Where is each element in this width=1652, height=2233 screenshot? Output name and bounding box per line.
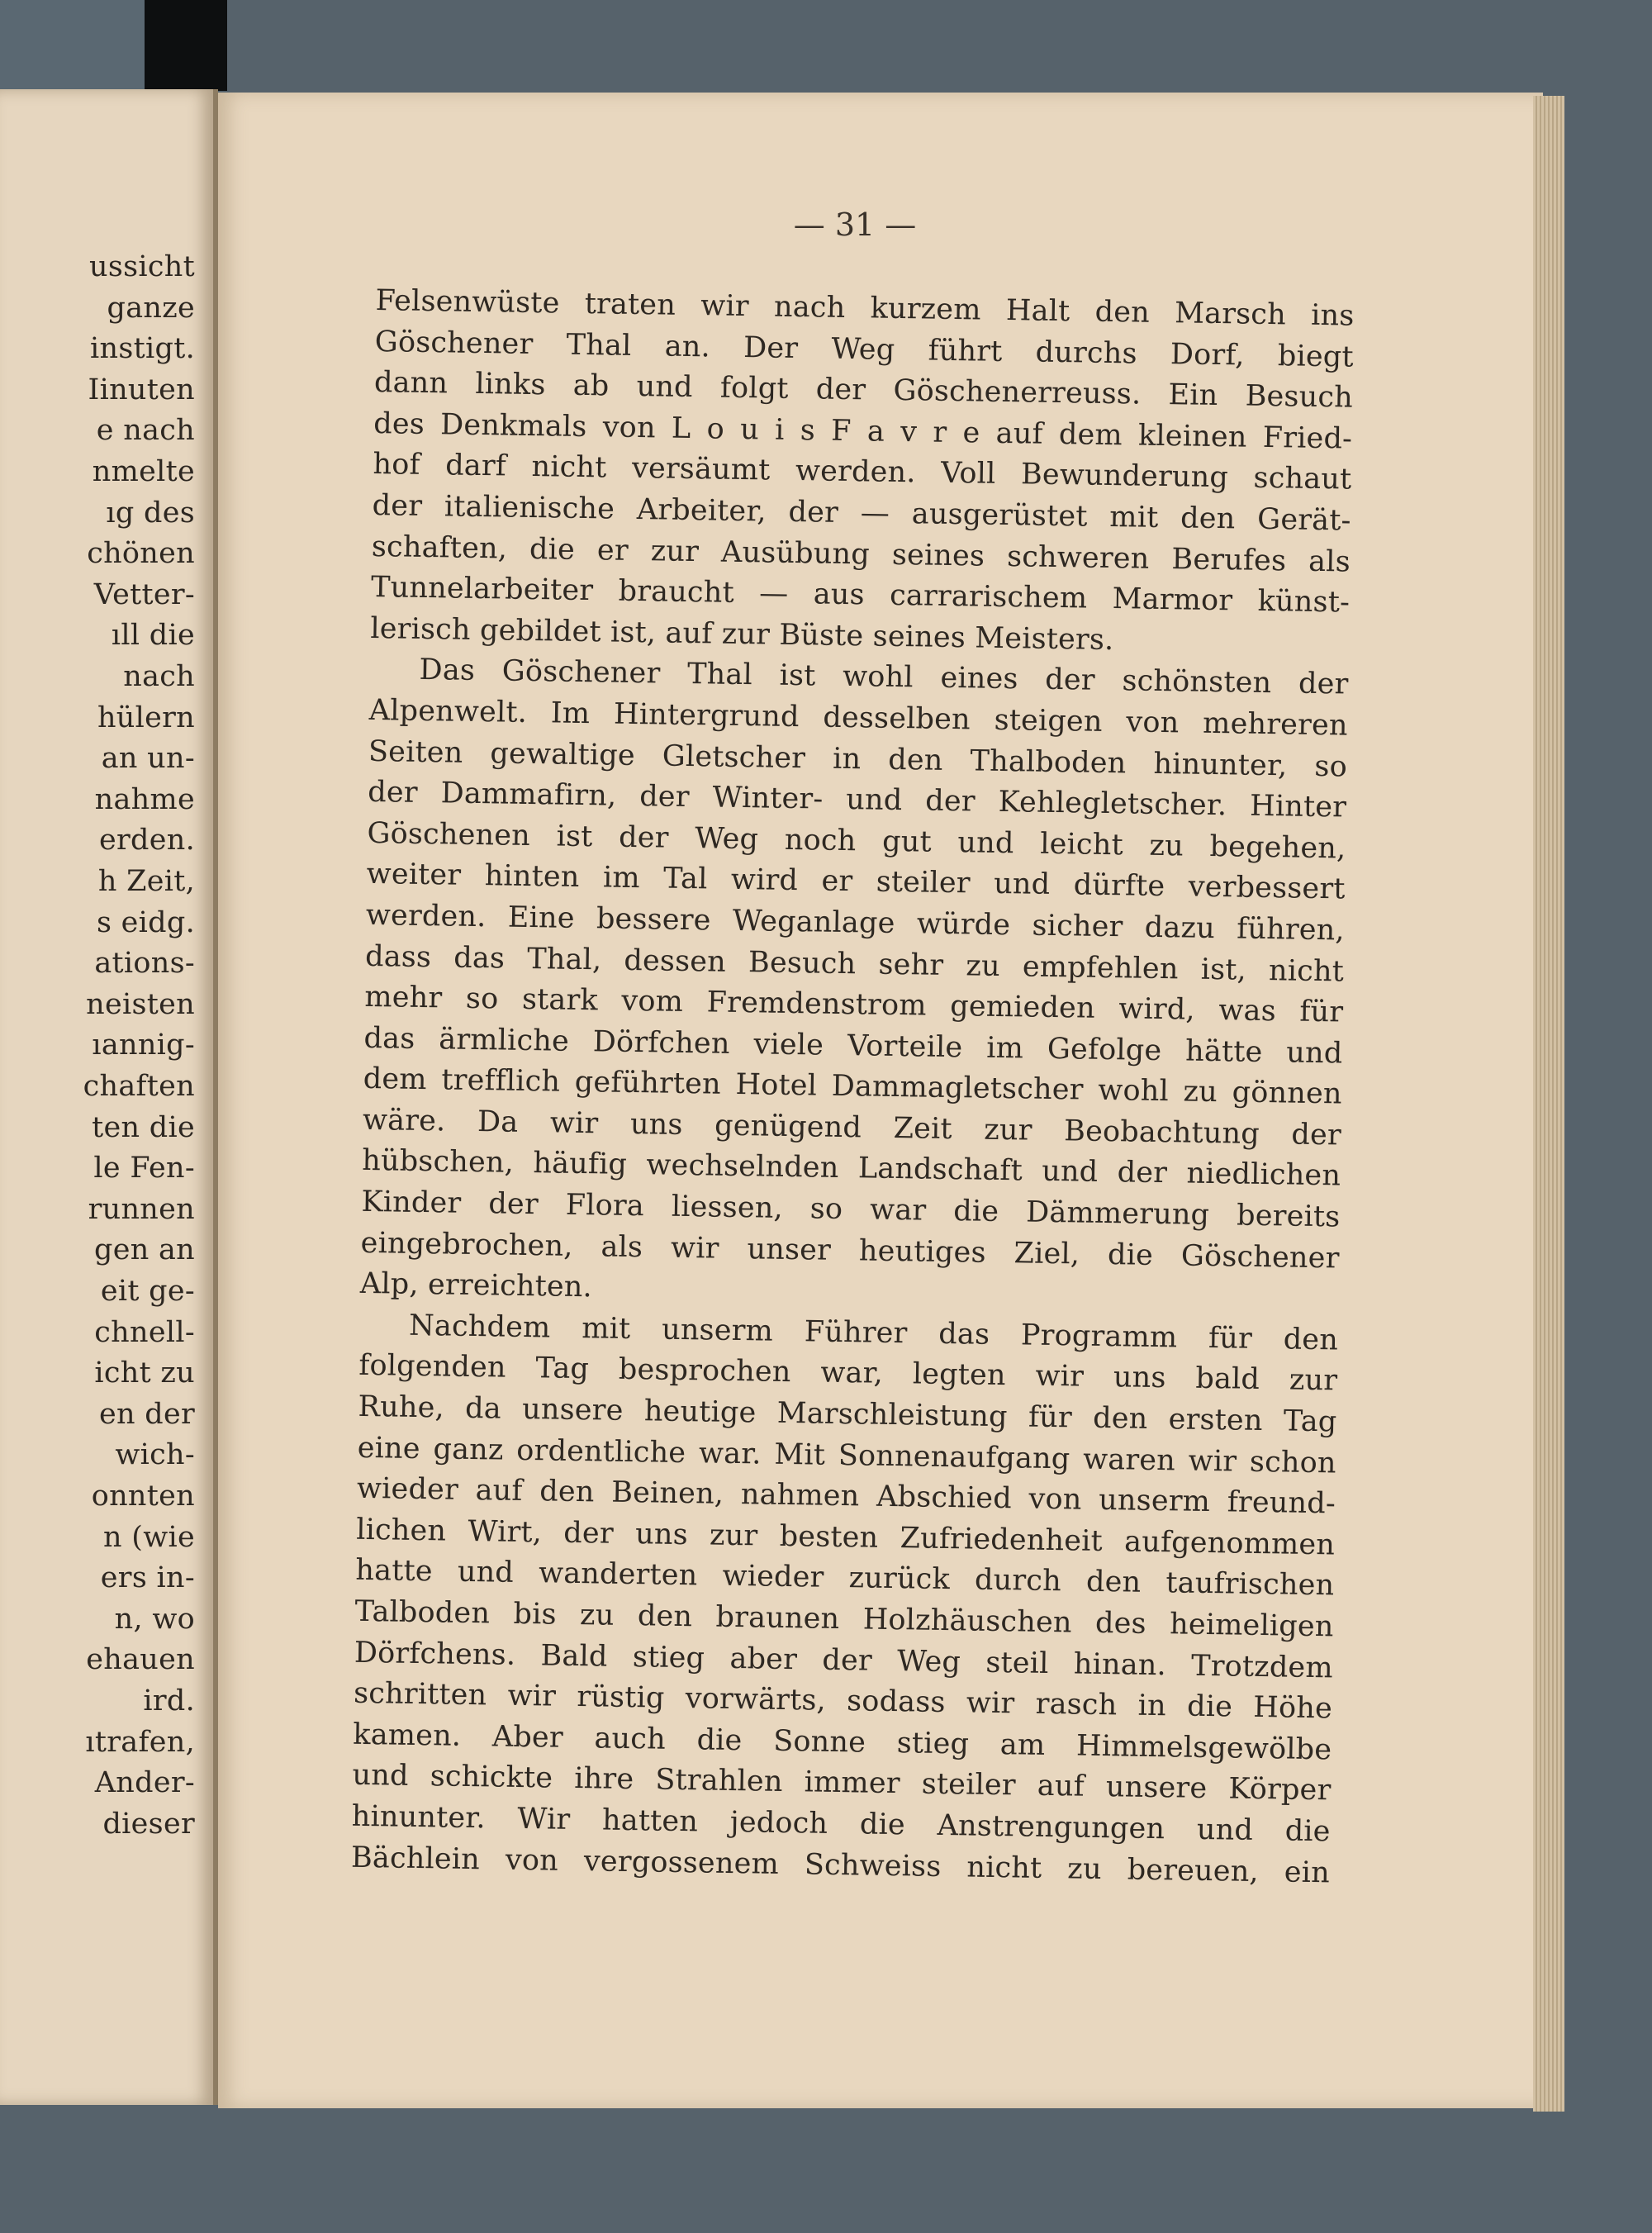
left-page-fragment: hülern	[97, 701, 195, 734]
body-text	[351, 281, 1355, 1894]
text-line: eingebrochen, als wir unser heutiges Ziel, die Göschener	[360, 1226, 1340, 1276]
left-page-fragment: onnten	[91, 1480, 195, 1513]
text-line: mehr so stark vom Fremdenstrom gemieden wird, was für	[364, 980, 1344, 1029]
text-line: hof darf nicht versäumt werden. Voll Bewunderung schaut	[373, 448, 1352, 496]
text-line: wieder auf den Beinen, nahmen Abschied von unserm freund-	[356, 1472, 1336, 1521]
left-page-fragment: erden.	[98, 824, 195, 858]
text-line: Bächlein von vergossenem Schweiss nicht zu bereuen, ein	[350, 1841, 1331, 1889]
scan-backdrop	[0, 0, 145, 91]
left-page-fragment: en der	[98, 1397, 195, 1431]
left-page-fragment: ird.	[143, 1684, 195, 1718]
text-line: Ruhe, da unsere heutige Marschleistung für den ersten Tag	[358, 1390, 1337, 1439]
text-line: folgenden Tag besprochen war, legten wir uns bald zur	[358, 1349, 1338, 1398]
text-line: hatte und wanderten wieder zurück durch den taufrischen	[355, 1554, 1335, 1603]
left-page-fragment: nmelte	[92, 455, 195, 488]
text-line: Kinder der Flora liessen, so war die Dämmerung bereits	[361, 1185, 1341, 1234]
text-line: kamen. Aber auch die Sonne stieg am Himmelsgewölbe	[353, 1718, 1332, 1767]
text-line: lichen Wirt, der uns zur besten Zufriedenheit aufgenommen	[355, 1513, 1336, 1562]
page-edges	[1533, 96, 1564, 2112]
text-line: Göschenen ist der Weg noch gut und leicht zu begehen,	[367, 816, 1346, 866]
left-page-fragment: dieser	[102, 1807, 195, 1841]
text-line: und schickte ihre Strahlen immer steiler auf unsere Körper	[352, 1759, 1332, 1808]
text-line: lerisch gebildet ist, auf zur Büste seines Meisters.	[370, 611, 1114, 657]
page-number: — 31 —	[793, 207, 917, 243]
left-page-fragment: runnen	[88, 1192, 195, 1226]
left-page-fragment: instigt.	[90, 332, 195, 366]
left-page-fragment: icht zu	[94, 1356, 195, 1390]
left-page-fragment: ganze	[107, 291, 195, 325]
left-page-fragment: gen an	[94, 1233, 195, 1267]
left-page-fragment: s eidg.	[96, 905, 195, 939]
left-page-fragment: Iinuten	[88, 373, 195, 406]
left-page-fragment: n (wie	[103, 1520, 195, 1554]
left-page-fragment: chönen	[87, 537, 195, 571]
left-page-fragment: ehauen	[86, 1643, 195, 1677]
text-line: Göschener Thal an. Der Weg führt durchs Dorf, biegt	[374, 325, 1355, 374]
text-line: des Denkmals von L o u i s F a v r e auf dem kleinen Fried-	[373, 406, 1353, 456]
left-page-fragment: ıannig-	[92, 1029, 195, 1062]
left-page-fragment: chaften	[83, 1070, 195, 1103]
text-line: hinunter. Wir hatten jedoch die Anstrengungen und die	[351, 1799, 1331, 1849]
left-page-fragment: eit ge-	[100, 1275, 195, 1308]
text-line: Alpenwelt. Im Hintergrund desselben steigen von mehreren	[368, 693, 1349, 743]
left-page-fragment: nach	[123, 660, 195, 693]
text-line: Das Göschener Thal ist wohl eines der schönsten der	[419, 653, 1349, 701]
left-page-fragment: neisten	[86, 987, 195, 1021]
text-line: schaften, die er zur Ausübung seines schweren Berufes als	[371, 530, 1351, 579]
left-page-fragment: ıll die	[111, 619, 195, 653]
left-page-fragment: Vetter-	[93, 577, 195, 611]
text-line: eine ganz ordentliche war. Mit Sonnenaufgang waren wir schon	[357, 1431, 1336, 1480]
text-line: Talboden bis zu den braunen Holzhäuschen des heimeligen	[354, 1594, 1334, 1644]
text-line: dann links ab und folgt der Göschenerreuss. Ein Besuch	[373, 366, 1354, 415]
text-line: Dörfchens. Bald stieg aber der Weg steil hinan. Trotzdem	[354, 1636, 1334, 1684]
left-page-fragment: an un-	[101, 742, 195, 776]
left-page-fragment: ıg des	[106, 496, 195, 530]
left-page-fragment: nahme	[94, 782, 195, 816]
text-line: dem trefflich geführten Hotel Dammagletscher wohl zu gönnen	[363, 1062, 1342, 1111]
left-page-fragment: h Zeit,	[97, 865, 195, 898]
text-line: Alp, erreichten.	[359, 1267, 593, 1304]
text-line: Felsenwüste traten wir nach kurzem Halt den Marsch ins	[375, 283, 1355, 333]
left-page-fragment: chnell-	[94, 1315, 195, 1349]
left-page-fragment: le Fen-	[93, 1152, 195, 1185]
text-line: weiter hinten im Tal wird er steiler und dürfte verbessert	[366, 858, 1346, 906]
left-page-fragment: ers in-	[100, 1561, 195, 1595]
text-line: hübschen, häufig wechselnden Landschaft und der niedlichen	[361, 1144, 1341, 1193]
text-line: wäre. Da wir uns genügend Zeit zur Beobachtung der	[362, 1103, 1342, 1152]
scan-backdrop-dark	[145, 0, 227, 91]
text-line: werden. Eine bessere Weganlage würde sicher dazu führen,	[365, 898, 1346, 948]
left-page-fragment: ıtrafen,	[85, 1725, 195, 1759]
text-line: Tunnelarbeiter braucht — aus carrarischem Marmor künst-	[370, 571, 1351, 620]
text-line: Nachdem mit unserm Führer das Programm für den	[408, 1309, 1339, 1357]
left-page-fragment: Ander-	[94, 1766, 195, 1800]
left-facing-page	[0, 89, 213, 2105]
left-page-fragment: wich-	[115, 1438, 195, 1472]
left-page-fragment: ussicht	[89, 250, 195, 283]
text-line: der italienische Arbeiter, der — ausgerüstet mit den Gerät-	[372, 488, 1351, 538]
text-line: schritten wir rüstig vorwärts, sodass wir rasch in die Höhe	[353, 1676, 1333, 1726]
text-line: der Dammafirn, der Winter- und der Kehlegletscher. Hinter	[367, 776, 1347, 824]
text-line: das ärmliche Dörfchen viele Vorteile im Gefolge hätte und	[363, 1021, 1343, 1071]
left-page-fragment: ations-	[94, 947, 195, 981]
text-line: dass das Thal, dessen Besuch sehr zu empfehlen ist, nicht	[364, 939, 1345, 989]
left-page-fragment: n, wo	[114, 1602, 195, 1636]
left-page-fragment: e nach	[96, 414, 195, 448]
left-page-fragment: ten die	[92, 1110, 195, 1144]
text-line: Seiten gewaltige Gletscher in den Thalboden hinunter, so	[368, 734, 1348, 784]
